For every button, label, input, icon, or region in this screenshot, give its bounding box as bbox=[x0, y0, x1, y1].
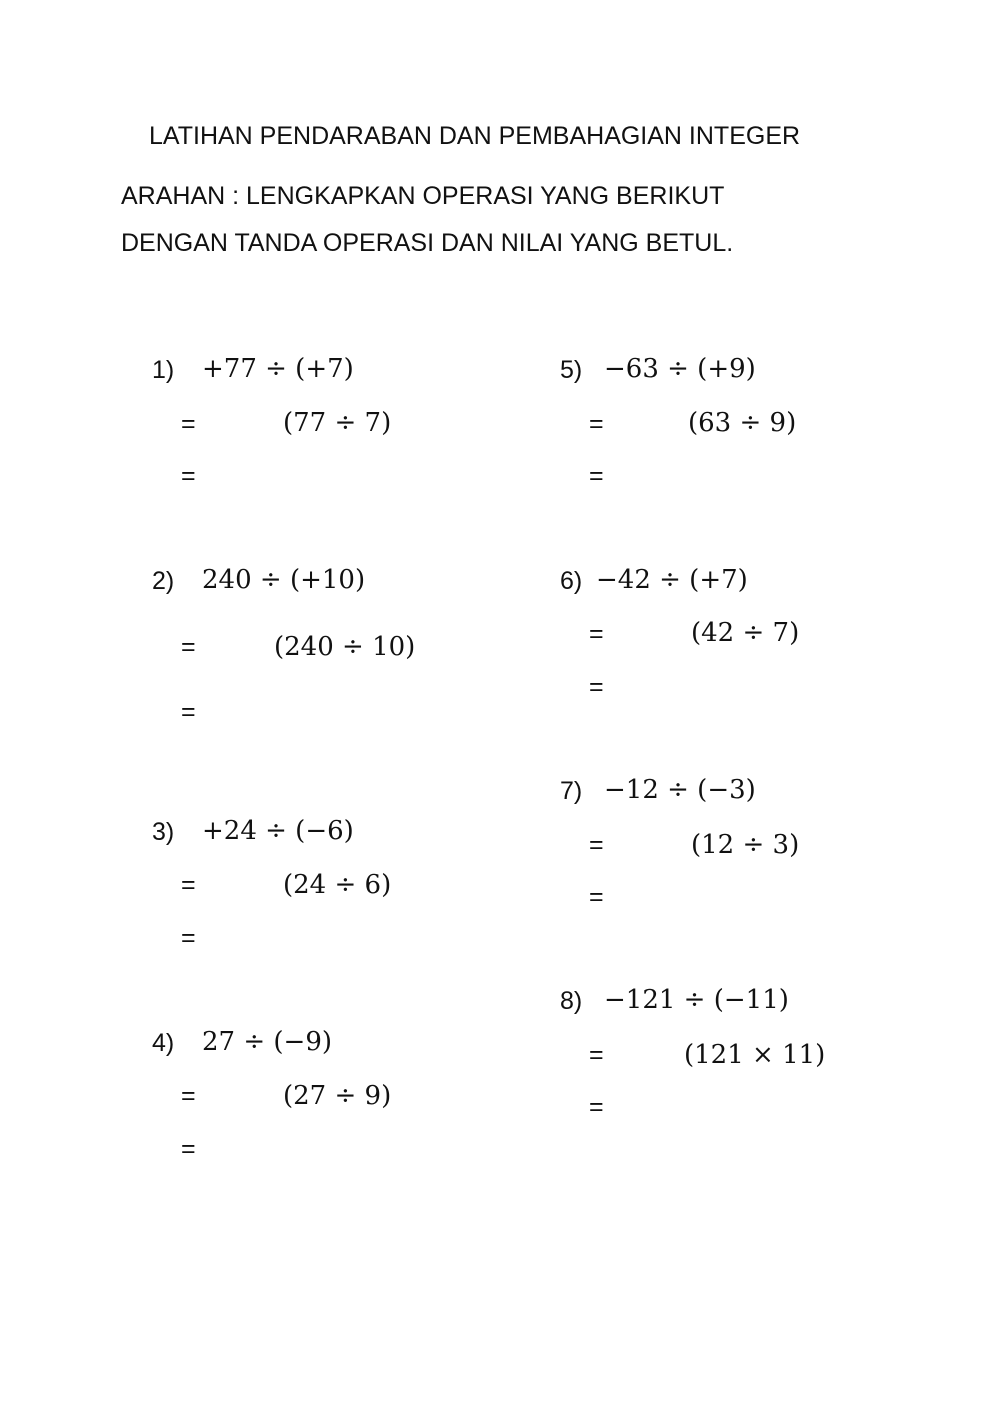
equals-sign: = bbox=[181, 924, 196, 952]
instruction-line-1: ARAHAN : LENGKAPKAN OPERASI YANG BERIKUT bbox=[121, 182, 725, 210]
problem-2 bbox=[152, 565, 552, 769]
problem-number: 5) bbox=[560, 356, 583, 384]
problem-step: (240 ÷ 10) bbox=[274, 632, 416, 662]
problem-step: (42 ÷ 7) bbox=[691, 618, 800, 648]
problem-expression: 27 ÷ (−9) bbox=[202, 1027, 333, 1057]
equals-sign: = bbox=[589, 831, 604, 859]
problem-expression: +77 ÷ (+7) bbox=[202, 354, 354, 384]
problem-expression: −42 ÷ (+7) bbox=[596, 565, 748, 595]
equals-sign: = bbox=[181, 462, 196, 490]
problem-7 bbox=[560, 775, 960, 979]
problem-1 bbox=[152, 354, 552, 558]
problem-step: (121 × 11) bbox=[684, 1040, 826, 1070]
problem-step: (77 ÷ 7) bbox=[283, 408, 392, 438]
problem-step: (12 ÷ 3) bbox=[691, 830, 800, 860]
problem-number: 6) bbox=[560, 567, 583, 595]
equals-sign: = bbox=[589, 883, 604, 911]
problem-step: (24 ÷ 6) bbox=[283, 870, 392, 900]
equals-sign: = bbox=[181, 871, 196, 899]
equals-sign: = bbox=[589, 1041, 604, 1069]
instruction-line-2: DENGAN TANDA OPERASI DAN NILAI YANG BETUL. bbox=[121, 229, 734, 257]
problem-number: 4) bbox=[152, 1029, 175, 1057]
problem-expression: +24 ÷ (−6) bbox=[202, 816, 354, 846]
equals-sign: = bbox=[181, 410, 196, 438]
problem-step: (63 ÷ 9) bbox=[688, 408, 797, 438]
problem-5 bbox=[560, 354, 960, 558]
problem-number: 8) bbox=[560, 987, 583, 1015]
problem-expression: −12 ÷ (−3) bbox=[604, 775, 756, 805]
equals-sign: = bbox=[589, 462, 604, 490]
equals-sign: = bbox=[181, 1082, 196, 1110]
problem-6 bbox=[560, 565, 960, 769]
equals-sign: = bbox=[589, 410, 604, 438]
equals-sign: = bbox=[181, 698, 196, 726]
problem-expression: −121 ÷ (−11) bbox=[604, 985, 789, 1015]
problem-number: 1) bbox=[152, 356, 175, 384]
equals-sign: = bbox=[589, 1093, 604, 1121]
problem-8 bbox=[560, 985, 960, 1189]
equals-sign: = bbox=[589, 620, 604, 648]
problem-4 bbox=[152, 1027, 552, 1231]
equals-sign: = bbox=[181, 633, 196, 661]
equals-sign: = bbox=[589, 673, 604, 701]
problem-3 bbox=[152, 816, 552, 1020]
problem-number: 2) bbox=[152, 567, 175, 595]
problem-number: 3) bbox=[152, 818, 175, 846]
problem-number: 7) bbox=[560, 777, 583, 805]
equals-sign: = bbox=[181, 1135, 196, 1163]
worksheet-title: LATIHAN PENDARABAN DAN PEMBAHAGIAN INTEGER bbox=[149, 122, 801, 150]
problem-expression: −63 ÷ (+9) bbox=[604, 354, 756, 384]
problem-step: (27 ÷ 9) bbox=[283, 1081, 392, 1111]
problem-expression: 240 ÷ (+10) bbox=[202, 565, 366, 595]
